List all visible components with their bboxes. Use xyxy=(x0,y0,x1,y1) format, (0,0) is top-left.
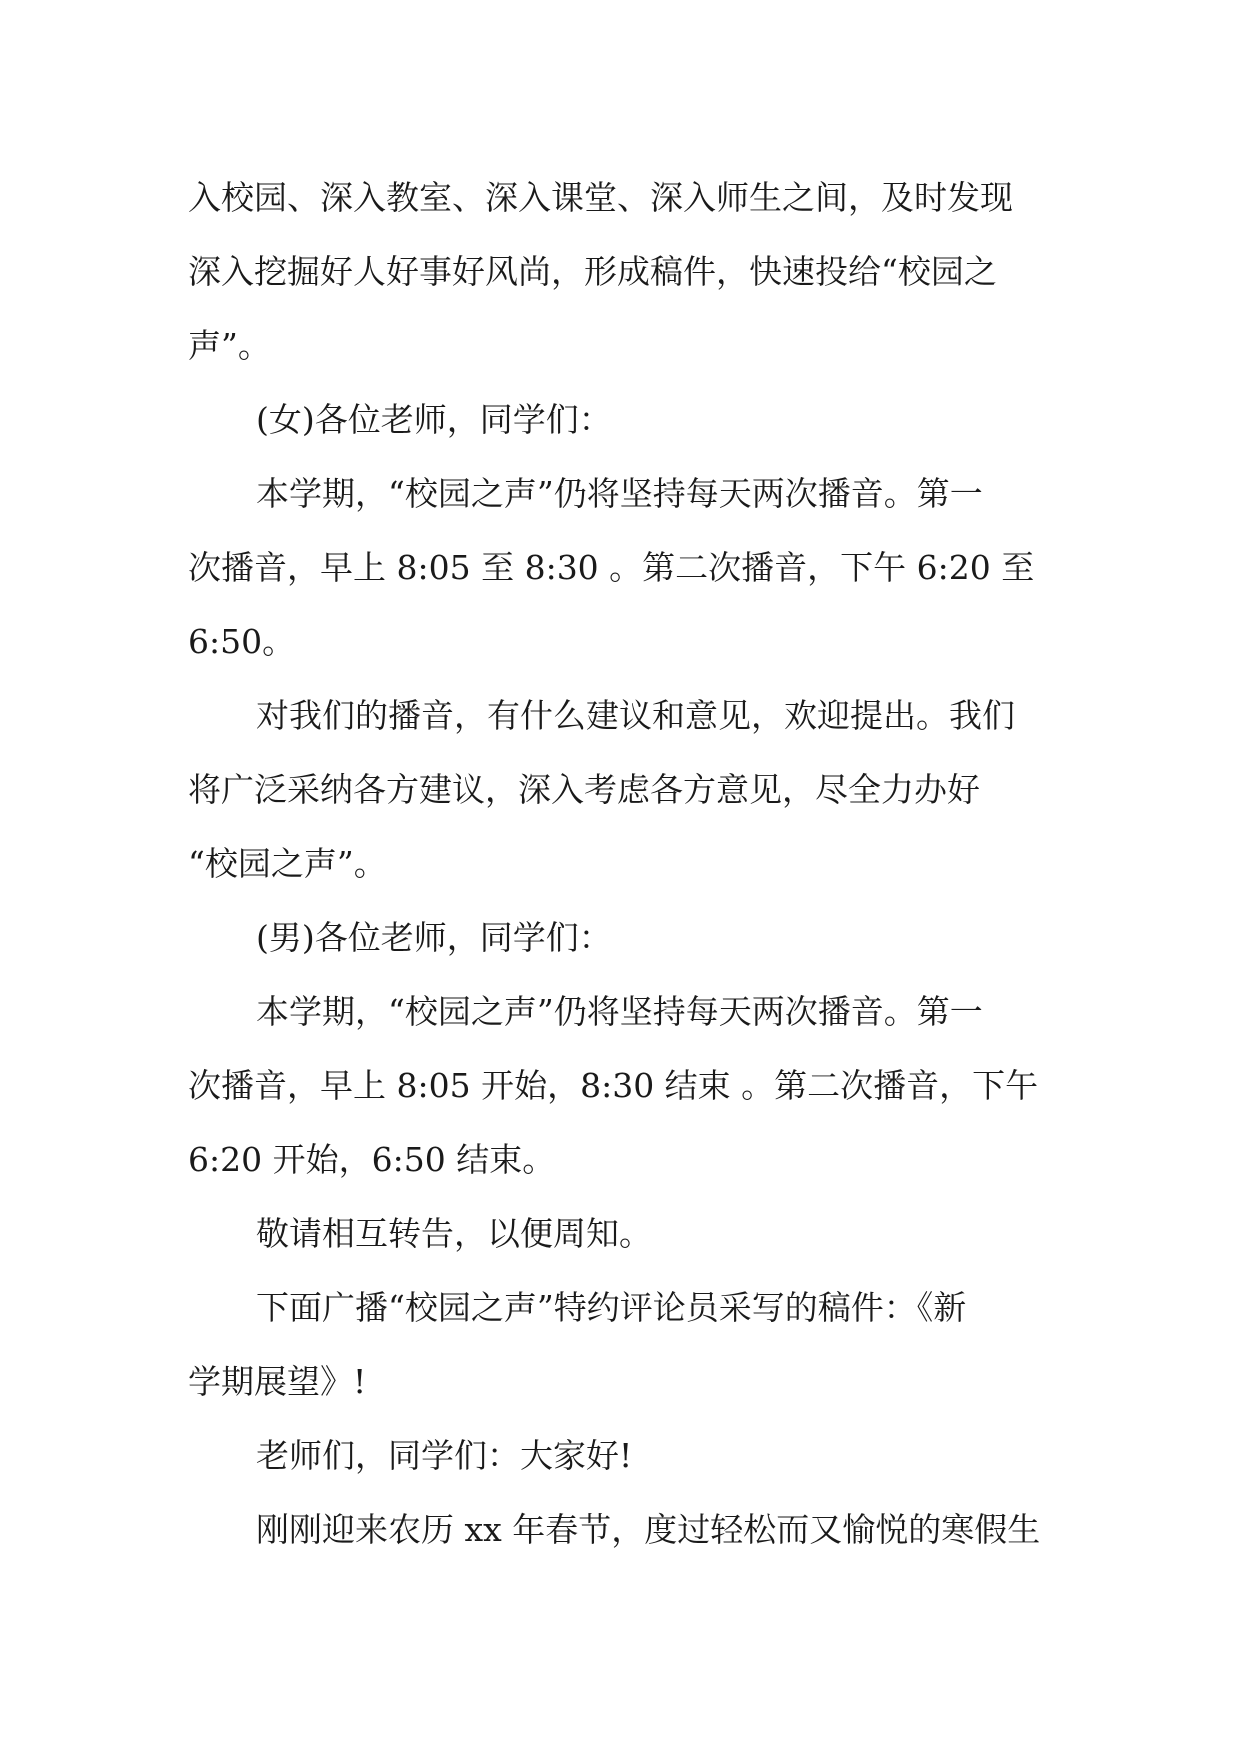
body-text-line: 次播音，早上 8:05 开始，8:30 结束 。第二次播音，下午 xyxy=(188,1066,1039,1105)
speaker-line-female: (女)各位老师，同学们： xyxy=(256,400,612,439)
body-text-line: 本学期，“校园之声”仍将坚持每天两次播音。第一 xyxy=(256,474,983,513)
body-text-line: 本学期，“校园之声”仍将坚持每天两次播音。第一 xyxy=(256,992,983,1031)
body-text-line: 入校园、深入教室、深入课堂、深入师生之间，及时发现 xyxy=(188,178,1013,217)
body-text-line: 6:50。 xyxy=(188,622,296,661)
body-text-line: 敬请相互转告，以便周知。 xyxy=(256,1214,652,1253)
body-text-line: 对我们的播音，有什么建议和意见，欢迎提出。我们 xyxy=(256,696,1015,735)
body-text-line: 声”。 xyxy=(188,326,271,365)
body-text-line: 深入挖掘好人好事好风尚，形成稿件，快速投给“校园之 xyxy=(188,252,997,291)
body-text-line: 次播音，早上 8:05 至 8:30 。第二次播音，下午 6:20 至 xyxy=(188,548,1035,587)
body-text-line: “校园之声”。 xyxy=(188,844,387,883)
body-text-line: 将广泛采纳各方建议，深入考虑各方意见，尽全力办好 xyxy=(188,770,980,809)
body-text-line: 下面广播“校园之声”特约评论员采写的稿件：《新 xyxy=(256,1288,967,1327)
speaker-line-male: (男)各位老师，同学们： xyxy=(256,918,612,957)
greeting-line: 老师们，同学们：大家好! xyxy=(256,1436,633,1475)
body-text-line: 学期展望》! xyxy=(188,1362,367,1401)
body-text-line: 刚刚迎来农历 xx 年春节，度过轻松而又愉悦的寒假生 xyxy=(256,1510,1041,1549)
body-text-line: 6:20 开始，6:50 结束。 xyxy=(188,1140,556,1179)
